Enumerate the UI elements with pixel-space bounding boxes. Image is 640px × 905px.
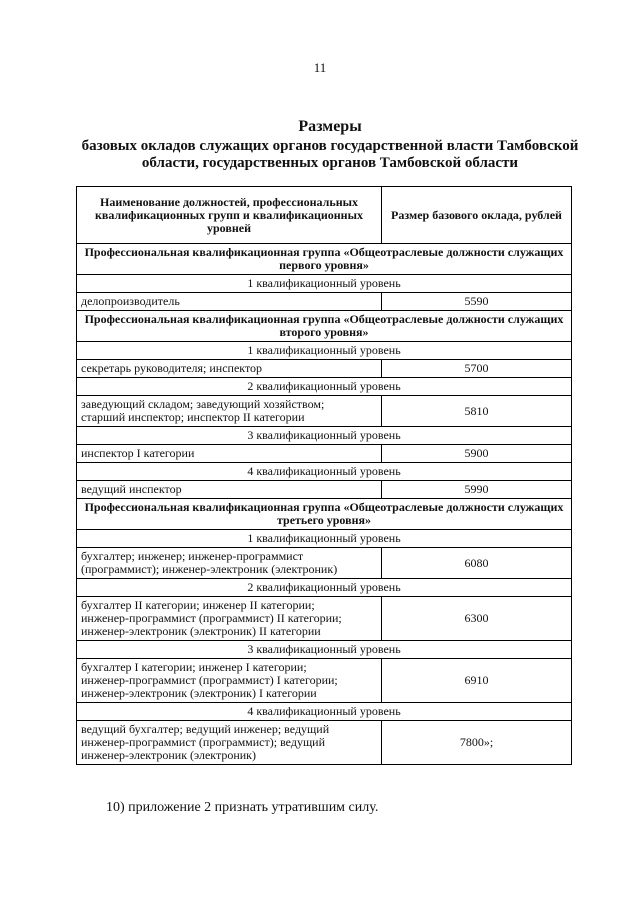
position-name [77, 659, 382, 703]
salary-value: 5810 [382, 396, 572, 427]
position-name: инспектор I категории [77, 445, 382, 463]
header-salary-cell: Размер базового оклада, рублей [382, 187, 572, 244]
level-row [77, 579, 572, 597]
position-name-line: инженер-электроник (электроник) [81, 748, 257, 762]
salary-value: 5900 [382, 445, 572, 463]
position-name-line: инженер-электроник (электроник) II категории [81, 624, 321, 638]
group-title: Профессиональная квалификационная группа «Общеотраслевые должности служащих третьего уровня» [77, 499, 572, 530]
level-title: 3 квалификационный уровень [77, 641, 572, 659]
level-row [77, 463, 572, 481]
level-row [77, 378, 572, 396]
position-name-line: инженер-программист (программист) II категории; [81, 611, 342, 625]
position-name-line: бухгалтер I категории; инженер I категории; [81, 660, 307, 674]
table-row [77, 597, 572, 641]
level-title: 4 квалификационный уровень [77, 463, 572, 481]
position-name-line: бухгалтер II категории; инженер II категории; [81, 598, 315, 612]
table-row [77, 481, 572, 499]
position-name-line: бухгалтер; инженер; инженер-программист [81, 549, 304, 563]
salary-value: 5590 [382, 293, 572, 311]
title-line-2: базовых окладов служащих органов государственной власти Тамбовской [81, 138, 579, 154]
position-name-line: инженер-программист (программист) I категории; [81, 673, 338, 687]
level-title: 4 квалификационный уровень [77, 703, 572, 721]
group-row-2 [77, 311, 572, 342]
document-title [60, 118, 600, 172]
table-row [77, 293, 572, 311]
level-title: 2 квалификационный уровень [77, 378, 572, 396]
position-name-line: (программист); инженер-электроник (электроник) [81, 562, 338, 576]
table-header-row [77, 187, 572, 244]
position-name-line: инженер-электроник (электроник) I категории [81, 686, 317, 700]
position-name [77, 721, 382, 765]
salary-value: 5700 [382, 360, 572, 378]
table-row [77, 445, 572, 463]
table-row [77, 396, 572, 427]
amendment-item: 10) приложение 2 признать утратившим силу. [106, 800, 379, 815]
title-line-1: Размеры [298, 118, 362, 135]
salary-value: 6080 [382, 548, 572, 579]
level-row [77, 275, 572, 293]
level-row [77, 342, 572, 360]
level-row [77, 703, 572, 721]
level-row [77, 641, 572, 659]
position-name [77, 548, 382, 579]
position-name: секретарь руководителя; инспектор [77, 360, 382, 378]
level-row [77, 427, 572, 445]
level-title: 1 квалификационный уровень [77, 275, 572, 293]
table-row [77, 659, 572, 703]
position-name-line: инженер-программист (программист); ведущий [81, 735, 326, 749]
position-name-line: заведующий складом; заведующий хозяйством; [81, 397, 325, 411]
position-name [77, 597, 382, 641]
salary-value: 5990 [382, 481, 572, 499]
level-title: 2 квалификационный уровень [77, 579, 572, 597]
salary-table [76, 186, 572, 765]
position-name [77, 396, 382, 427]
header-name-cell: Наименование должностей, профессиональных квалификационных групп и квалификационных уровней [77, 187, 382, 244]
group-title: Профессиональная квалификационная группа «Общеотраслевые должности служащих второго уровня» [77, 311, 572, 342]
salary-value: 7800»; [382, 721, 572, 765]
level-row [77, 530, 572, 548]
level-title: 3 квалификационный уровень [77, 427, 572, 445]
position-name-line: ведущий бухгалтер; ведущий инженер; ведущий [81, 722, 330, 736]
level-title: 1 квалификационный уровень [77, 342, 572, 360]
position-name: ведущий инспектор [77, 481, 382, 499]
table-row [77, 721, 572, 765]
group-row-1 [77, 244, 572, 275]
title-line-3: области, государственных органов Тамбовской области [141, 155, 519, 171]
group-title: Профессиональная квалификационная группа «Общеотраслевые должности служащих первого уровня» [77, 244, 572, 275]
page-number: 11 [313, 60, 327, 75]
salary-value: 6300 [382, 597, 572, 641]
table-row [77, 360, 572, 378]
table-row [77, 548, 572, 579]
position-name: делопроизводитель [77, 293, 382, 311]
position-name-line: старший инспектор; инспектор II категории [81, 410, 305, 424]
level-title: 1 квалификационный уровень [77, 530, 572, 548]
salary-value: 6910 [382, 659, 572, 703]
group-row-3 [77, 499, 572, 530]
